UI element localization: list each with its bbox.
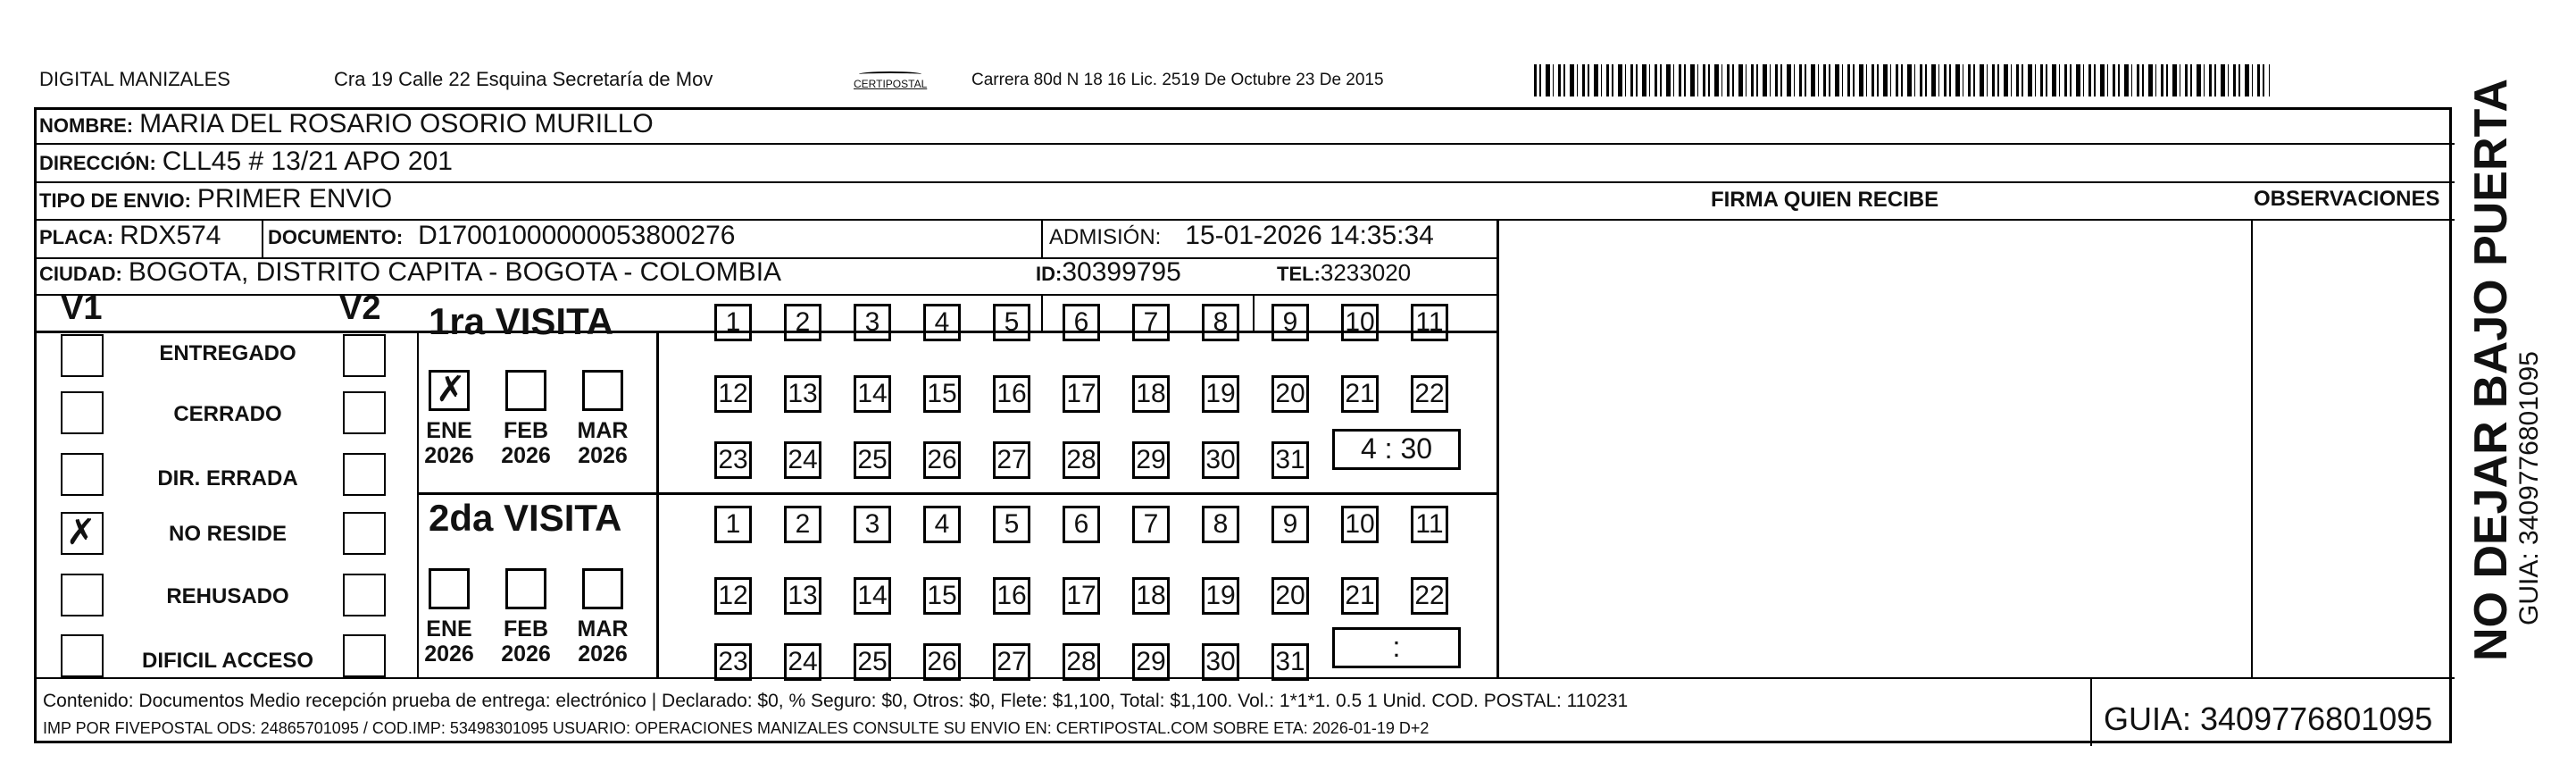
- first-visit-day-7[interactable]: 7: [1132, 304, 1170, 341]
- tel-value: 3233020: [1320, 259, 1412, 286]
- first-visit-day-21[interactable]: 21: [1341, 375, 1379, 413]
- status-no-reside: NO RESIDE: [168, 522, 288, 546]
- second-visit-day-17[interactable]: 17: [1063, 577, 1100, 615]
- company-name: DIGITAL MANIZALES: [39, 68, 230, 90]
- second-visit-day-11[interactable]: 11: [1411, 506, 1448, 543]
- ciudad-row: [39, 259, 781, 288]
- nombre-value: MARIA DEL ROSARIO OSORIO MURILLO: [139, 109, 654, 138]
- first-visit-day-27[interactable]: 27: [993, 441, 1030, 479]
- admision-value: 15-01-2026 14:35:34: [1185, 221, 1434, 250]
- first-visit-day-2[interactable]: 2: [784, 304, 821, 341]
- tipo-value: PRIMER ENVIO: [196, 184, 393, 214]
- month-year: 2026: [501, 641, 551, 667]
- first-visit-day-30[interactable]: 30: [1202, 441, 1239, 479]
- first-visit-day-25[interactable]: 25: [854, 441, 891, 479]
- second-visit-day-8[interactable]: 8: [1202, 506, 1239, 543]
- second-month-feb: [499, 616, 553, 667]
- ciudad-value: BOGOTA, DISTRITO CAPITA - BOGOTA - COLOMBIA: [128, 257, 782, 287]
- first-visit-day-4[interactable]: 4: [923, 304, 961, 341]
- first-visit-day-23[interactable]: 23: [714, 441, 752, 479]
- second-visit-day-15[interactable]: 15: [923, 577, 961, 615]
- first-visit-day-28[interactable]: 28: [1063, 441, 1100, 479]
- v1-cerrado-checkbox[interactable]: [61, 391, 104, 434]
- observaciones-heading: OBSERVACIONES: [2254, 187, 2440, 211]
- second-visit-day-24[interactable]: 24: [784, 643, 821, 681]
- first-visit-day-31[interactable]: 31: [1271, 441, 1309, 479]
- status-rehusado: REHUSADO: [166, 584, 289, 608]
- placa-cell: [39, 222, 221, 251]
- first-visit-month-mar-box[interactable]: [582, 370, 623, 411]
- check-mark-icon: ✗: [66, 513, 96, 552]
- month-year: 2026: [578, 443, 628, 468]
- v2-cerrado-checkbox[interactable]: [343, 391, 386, 434]
- first-visit-day-18[interactable]: 18: [1132, 375, 1170, 413]
- first-visit-day-17[interactable]: 17: [1063, 375, 1100, 413]
- second-visit-day-21[interactable]: 21: [1341, 577, 1379, 615]
- status-entregado: ENTREGADO: [159, 341, 296, 365]
- second-visit-day-2[interactable]: 2: [784, 506, 821, 543]
- month-year: 2026: [424, 443, 474, 468]
- direccion-value: CLL45 # 13/21 APO 201: [162, 147, 453, 176]
- v1-entregado-checkbox[interactable]: [61, 334, 104, 377]
- first-visit-day-12[interactable]: 12: [714, 375, 752, 413]
- second-visit-day-23[interactable]: 23: [714, 643, 752, 681]
- logo-text: CERTIPOSTAL: [854, 78, 928, 90]
- month-year: 2026: [578, 641, 628, 667]
- second-visit-day-18[interactable]: 18: [1132, 577, 1170, 615]
- second-visit-day-27[interactable]: 27: [993, 643, 1030, 681]
- month-name: ENE: [426, 418, 472, 443]
- first-visit-month-feb-box[interactable]: [505, 370, 546, 411]
- tipo-row: [39, 186, 392, 214]
- month-name: FEB: [504, 616, 548, 641]
- month-year: 2026: [424, 641, 474, 667]
- documento-cell: [268, 222, 735, 251]
- id-label: ID:: [1036, 263, 1063, 285]
- barcode: [1534, 64, 2270, 96]
- first-visit-time-box[interactable]: 4 : 30: [1332, 429, 1461, 470]
- second-visit-day-13[interactable]: 13: [784, 577, 821, 615]
- first-visit-day-5[interactable]: 5: [993, 304, 1030, 341]
- v1-rehusado-checkbox[interactable]: [61, 574, 104, 616]
- month-year: 2026: [501, 443, 551, 468]
- first-month-feb: [499, 418, 553, 468]
- second-visit-day-6[interactable]: 6: [1063, 506, 1100, 543]
- second-visit-time-box[interactable]: :: [1332, 627, 1461, 668]
- first-visit-day-10[interactable]: 10: [1341, 304, 1379, 341]
- footer-content-line: Contenido: Documentos Medio recepción prueba de entrega: electrónico | Declarado: $0, % Seguro: $0, Otros: $0, Flete: $1,100, Total: $1,100. Vol.: 1*1*1. 0.5 1 Unid. COD. POSTAL: 110231: [43, 691, 1629, 711]
- tel-label: TEL:: [1277, 263, 1321, 285]
- documento-label: DOCUMENTO:: [268, 226, 404, 248]
- footer-imp-line: IMP POR FIVEPOSTAL ODS: 24865701095 / COD.IMP: 53498301095 USUARIO: OPERACIONES MANIZALES CONSULTE SU ENVIO EN: CERTIPOSTAL.COM SOBRE ETA: 2026-01-19 D+2: [43, 719, 1430, 737]
- v2-dir-errada-checkbox[interactable]: [343, 453, 386, 496]
- id-cell: [1036, 259, 1181, 288]
- v2-rehusado-checkbox[interactable]: [343, 574, 386, 616]
- first-visit-day-6[interactable]: 6: [1063, 304, 1100, 341]
- first-visit-heading: 1ra VISITA: [429, 300, 613, 342]
- second-visit-month-ene-box[interactable]: [429, 568, 470, 609]
- direccion-row: [39, 148, 453, 177]
- first-visit-day-13[interactable]: 13: [784, 375, 821, 413]
- month-name: ENE: [426, 616, 472, 641]
- first-visit-day-26[interactable]: 26: [923, 441, 961, 479]
- month-name: MAR: [577, 418, 629, 443]
- nombre-label: NOMBRE:: [39, 114, 134, 137]
- check-mark-icon: ✗: [436, 370, 466, 409]
- second-month-mar: [576, 616, 629, 667]
- status-cerrado: CERRADO: [173, 402, 282, 426]
- v2-entregado-checkbox[interactable]: [343, 334, 386, 377]
- second-visit-day-25[interactable]: 25: [854, 643, 891, 681]
- v1-dificil-acceso-checkbox[interactable]: [61, 634, 104, 677]
- month-name: MAR: [577, 616, 629, 641]
- first-visit-day-29[interactable]: 29: [1132, 441, 1170, 479]
- second-visit-day-4[interactable]: 4: [923, 506, 961, 543]
- id-value: 30399795: [1062, 257, 1181, 287]
- documento-value: D17001000000053800276: [418, 221, 736, 250]
- second-visit-month-feb-box[interactable]: [505, 568, 546, 609]
- guia-number: GUIA: 3409776801095: [2104, 700, 2433, 737]
- first-month-ene: [422, 418, 476, 468]
- first-visit-day-19[interactable]: 19: [1202, 375, 1239, 413]
- second-visit-day-22[interactable]: 22: [1411, 577, 1448, 615]
- no-dejar-bajo-puerta-notice: NO DEJAR BAJO PUERTA: [2465, 78, 2517, 661]
- first-visit-day-1[interactable]: 1: [714, 304, 752, 341]
- license-text: Carrera 80d N 18 16 Lic. 2519 De Octubre 23 De 2015: [971, 71, 1384, 89]
- second-visit-day-29[interactable]: 29: [1132, 643, 1170, 681]
- certipostal-logo: [854, 71, 927, 89]
- placa-label: PLACA:: [39, 226, 114, 248]
- month-name: FEB: [504, 418, 548, 443]
- status-dificil-acceso: DIFICIL ACCESO: [141, 649, 313, 673]
- v1-dir-errada-checkbox[interactable]: [61, 453, 104, 496]
- second-visit-day-3[interactable]: 3: [854, 506, 891, 543]
- first-visit-day-24[interactable]: 24: [784, 441, 821, 479]
- first-visit-day-8[interactable]: 8: [1202, 304, 1239, 341]
- side-guia-number: GUIA: 3409776801095: [2514, 351, 2544, 625]
- second-visit-day-28[interactable]: 28: [1063, 643, 1100, 681]
- second-visit-day-31[interactable]: 31: [1271, 643, 1309, 681]
- second-visit-month-mar-box[interactable]: [582, 568, 623, 609]
- first-visit-day-9[interactable]: 9: [1271, 304, 1309, 341]
- direccion-label: DIRECCIÓN:: [39, 152, 156, 174]
- second-visit-day-14[interactable]: 14: [854, 577, 891, 615]
- first-visit-day-14[interactable]: 14: [854, 375, 891, 413]
- v2-no-reside-checkbox[interactable]: [343, 512, 386, 555]
- second-visit-day-1[interactable]: 1: [714, 506, 752, 543]
- second-visit-day-20[interactable]: 20: [1271, 577, 1309, 615]
- admision-label: ADMISIÓN:: [1049, 225, 1162, 249]
- v2-heading: V2: [339, 289, 381, 327]
- first-visit-day-3[interactable]: 3: [854, 304, 891, 341]
- second-visit-day-26[interactable]: 26: [923, 643, 961, 681]
- second-visit-day-10[interactable]: 10: [1341, 506, 1379, 543]
- first-visit-day-22[interactable]: 22: [1411, 375, 1448, 413]
- first-visit-day-15[interactable]: 15: [923, 375, 961, 413]
- first-visit-day-16[interactable]: 16: [993, 375, 1030, 413]
- tel-cell: [1277, 259, 1411, 288]
- second-visit-day-19[interactable]: 19: [1202, 577, 1239, 615]
- second-visit-day-12[interactable]: 12: [714, 577, 752, 615]
- ciudad-label: CIUDAD:: [39, 263, 122, 285]
- first-visit-day-20[interactable]: 20: [1271, 375, 1309, 413]
- second-visit-day-7[interactable]: 7: [1132, 506, 1170, 543]
- admision-cell: [1049, 222, 1434, 251]
- company-address: Cra 19 Calle 22 Esquina Secretaría de Mov: [334, 68, 713, 90]
- v1-heading: V1: [61, 289, 103, 327]
- second-visit-day-30[interactable]: 30: [1202, 643, 1239, 681]
- second-month-ene: [422, 616, 476, 667]
- second-visit-day-5[interactable]: 5: [993, 506, 1030, 543]
- first-month-mar: [576, 418, 629, 468]
- second-visit-day-16[interactable]: 16: [993, 577, 1030, 615]
- firma-heading: FIRMA QUIEN RECIBE: [1711, 188, 1939, 212]
- second-visit-heading: 2da VISITA: [429, 497, 622, 539]
- placa-value: RDX574: [120, 221, 221, 250]
- status-dir-errada: DIR. ERRADA: [157, 466, 298, 490]
- second-visit-day-9[interactable]: 9: [1271, 506, 1309, 543]
- tipo-label: TIPO DE ENVIO:: [39, 189, 191, 212]
- v2-dificil-acceso-checkbox[interactable]: [343, 634, 386, 677]
- nombre-row: [39, 111, 654, 139]
- delivery-form: [34, 107, 2452, 743]
- first-visit-day-11[interactable]: 11: [1411, 304, 1448, 341]
